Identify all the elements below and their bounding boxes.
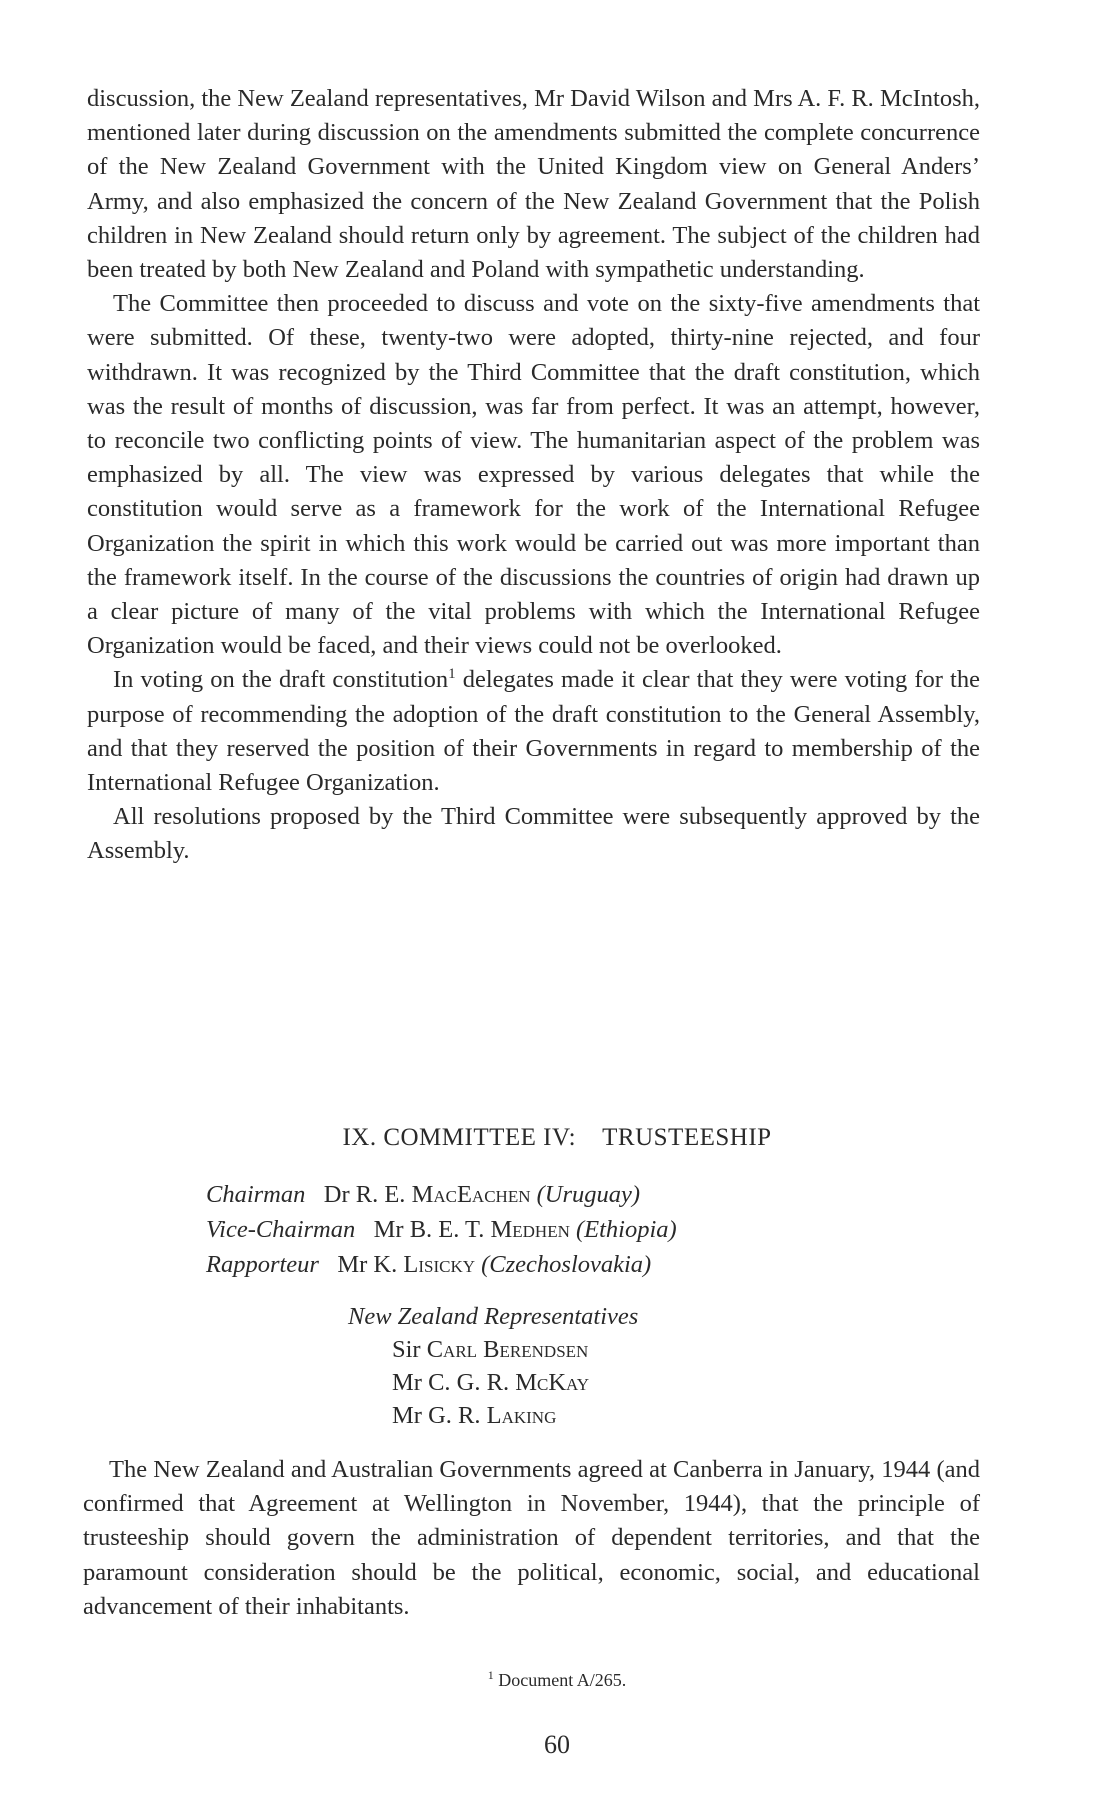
- paragraph-resolutions: All resolutions proposed by the Third Committee were subsequently approved by the Assembly.: [87, 803, 980, 865]
- officer-country: (Ethiopia): [575, 1216, 677, 1243]
- page-number: 60: [544, 1730, 570, 1759]
- officer-name: Medhen: [490, 1216, 570, 1243]
- representative: [348, 1399, 638, 1432]
- paragraph-anders-army: discussion, the New Zealand representatives, Mr David Wilson and Mrs A. F. R. McIntosh, mentioned later during discussion on the amendments submitted the complete concurrence of the New Zealand Government with the United Kingdom view on General Anders’ Army, and also emphasized the concern of the New Zealand Government that the Polish children in New Zealand should return only by agreement. The subject of the children had been treated by both New Zealand and Poland with sympathetic understanding.: [87, 85, 980, 284]
- officer-prefix: Dr R. E.: [323, 1181, 406, 1208]
- footnote-mark: 1: [487, 1668, 494, 1682]
- officer-vice-chairman: [206, 1212, 677, 1247]
- new-zealand-representatives: [348, 1300, 638, 1432]
- paragraph-voting: [87, 663, 980, 800]
- officer-role: Rapporteur: [206, 1251, 319, 1278]
- footnote-text: Document A/265.: [498, 1670, 627, 1690]
- representative-name: Carl Berendsen: [426, 1336, 589, 1363]
- representative: [348, 1333, 638, 1366]
- officer-rapporteur: [206, 1247, 677, 1282]
- paragraph-amendments: The Committee then proceeded to discuss and vote on the sixty-five amendments that were submitted. Of these, twenty-two were adopted, thirty-nine rejected, and four withdrawn. It was recognized by the Third Committee that the draft constitution, which was the result of months of discussion, was far from perfect. It was an attempt, however, to reconcile two conflicting points of view. The humanitarian aspect of the problem was emphasized by all. The view was expressed by various delegates that while the constitution would serve as a framework for the work of the International Refugee Organization the spirit in which this work would be carried out was more important than the framework itself. In the course of the discussions the countries of origin had drawn up a clear picture of many of the vital problems with which the International Refugee Organization would be faced, and their views could not be overlooked.: [87, 290, 980, 660]
- officer-chairman: [206, 1177, 677, 1212]
- representatives-title: New Zealand Representatives: [348, 1303, 639, 1330]
- officer-prefix: Mr K.: [337, 1251, 398, 1278]
- trusteeship-text: [83, 1453, 980, 1624]
- officer-prefix: Mr B. E. T.: [373, 1216, 485, 1243]
- footnote: [0, 1670, 1114, 1691]
- paragraph-canberra-agreement: The New Zealand and Australian Governments agreed at Canberra in January, 1944 (and confirmed that Agreement at Wellington in November, 1944), that the principle of trusteeship should govern the administration of dependent territories, and that the paramount consideration should be the political, economic, social, and educational advancement of their inhabitants.: [83, 1456, 980, 1620]
- officer-role: Vice-Chairman: [206, 1216, 356, 1243]
- section-number: IX. COMMITTEE IV:: [342, 1124, 577, 1151]
- representative: [348, 1366, 638, 1399]
- representative-name: McKay: [515, 1369, 590, 1396]
- officer-name: MacEachen: [411, 1181, 531, 1208]
- representative-prefix: Sir: [392, 1336, 421, 1363]
- representative-prefix: Mr G. R.: [392, 1402, 481, 1429]
- officer-role: Chairman: [206, 1181, 306, 1208]
- voting-text-end: delegates made it clear that they were voting for the purpose of recommending the adoption of the draft constitution to the General Assembly, and that they reserved the position of their Governments in regard to membership of the International Refugee Organization.: [87, 666, 980, 797]
- footnote-reference: 1: [448, 666, 456, 683]
- representative-name: Laking: [486, 1402, 557, 1429]
- section-heading: [0, 1124, 1114, 1152]
- officer-country: (Czechoslovakia): [481, 1251, 652, 1278]
- representative-prefix: Mr C. G. R.: [392, 1369, 510, 1396]
- voting-text-start: In voting on the draft constitution: [113, 666, 449, 694]
- body-text: [87, 82, 980, 869]
- officer-name: Lisicky: [403, 1251, 475, 1278]
- officer-country: (Uruguay): [536, 1181, 641, 1208]
- committee-officers: [206, 1177, 677, 1282]
- section-title: TRUSTEESHIP: [602, 1124, 772, 1151]
